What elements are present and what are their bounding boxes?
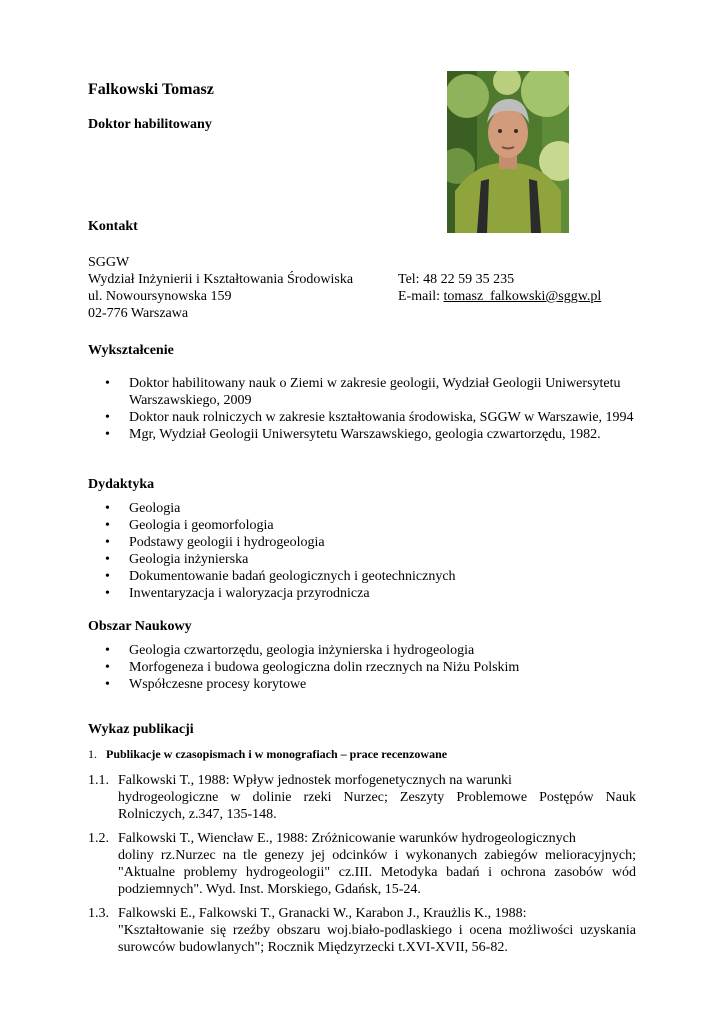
bullet-icon: • [105,376,110,391]
section-title: Publikacje w czasopismach i w monografiach – prace recenzowane [106,747,448,761]
publication-first-line: Falkowski E., Falkowski T., Granacki W., Karabon J., Kraużlis K., 1988: [118,906,527,921]
list-item: • Morfogeneza i budowa geologiczna dolin rzecznych na Niżu Polskim [105,660,520,675]
list-item: • Geologia czwartorzędu, geologia inżynierska i hydrogeologia [105,643,475,658]
publication-item [88,905,636,956]
contact-phone: Tel: 48 22 59 35 235 [398,272,515,287]
list-item: • Geologia i geomorfologia [105,518,274,533]
bullet-icon: • [105,410,110,425]
list-item: • Podstawy geologii i hydrogeologia [105,535,325,550]
publications-section-title [88,747,447,762]
education-list [105,375,645,443]
section-number: 1. [88,747,97,761]
bullet-icon: • [105,660,110,675]
research-heading: Obszar Naukowy [88,619,192,634]
list-item: • Doktor habilitowany nauk o Ziemi w zakresie geologii, Wydział Geologii Uniwersytetu Warszawskiego, 2009 [105,376,621,408]
list-item: • Współczesne procesy korytowe [105,677,307,692]
email-label: E-mail: [398,289,444,304]
teaching-heading: Dydaktyka [88,477,155,492]
list-item: • Mgr, Wydział Geologii Uniwersytetu Warszawskiego, geologia czwartorzędu, 1982. [105,427,601,442]
publication-number: 1.2. [88,831,109,846]
publications-heading: Wykaz publikacji [88,722,194,737]
bullet-icon: • [105,569,110,584]
research-list [105,642,645,693]
list-item: • Doktor nauk rolniczych w zakresie kształtowania środowiska, SGGW w Warszawie, 1994 [105,410,634,425]
contact-heading: Kontakt [88,219,138,234]
academic-degree: Doktor habilitowany [88,117,212,132]
list-item: • Geologia [105,501,181,516]
publication-number: 1.1. [88,773,109,788]
bullet-icon: • [105,552,110,567]
publication-text: doliny rz.Nurzec na tle genezy jej odcinków i wykonanych zabiegów melioracyjnych; "Aktualne problemy hydrogeologii" cz.III. Metodyka badań i ochrona zasobów wód podziemnych". Wyd. Inst. Morskiego, Gdańsk, 15-24. [118,848,636,897]
contact-email-row [398,288,601,305]
publication-item [88,772,636,823]
bullet-icon: • [105,518,110,533]
person-name: Falkowski Tomasz [88,81,214,98]
contact-line: 02-776 Warszawa [88,306,189,321]
publication-text: hydrogeologiczne w dolinie rzeki Nurzec; Zeszyty Problemowe Postępów Nauk Rolniczych, z.347, 135-148. [118,790,636,822]
bullet-icon: • [105,535,110,550]
bullet-icon: • [105,427,110,442]
bullet-icon: • [105,643,110,658]
contact-line: Wydział Inżynierii i Kształtowania Środowiska [88,272,354,287]
list-item: • Geologia inżynierska [105,552,249,567]
bullet-icon: • [105,677,110,692]
publication-first-line: Falkowski T., Wiencław E., 1988: Zróżnicowanie warunków hydrogeologicznych [118,831,576,846]
education-heading: Wykształcenie [88,343,174,358]
portrait-photo [447,71,569,233]
email-link[interactable]: tomasz_falkowski@sggw.pl [443,289,602,304]
list-item: • Dokumentowanie badań geologicznych i geotechnicznych [105,569,456,584]
bullet-icon: • [105,586,110,601]
publication-text: "Kształtowanie się rzeźby obszaru woj.biało-podlaskiego i ocena możliwości uzyskania surowców budowlanych"; Rocznik Międzyrzecki t.XVI-XVII, 56-82. [118,923,636,955]
publication-first-line: Falkowski T., 1988: Wpływ jednostek morfogenetycznych na warunki [118,773,512,788]
teaching-list [105,500,645,602]
contact-line: SGGW [88,255,130,270]
contact-address [88,254,353,322]
contact-line: ul. Nowoursynowska 159 [88,289,232,304]
bullet-icon: • [105,501,110,516]
publication-number: 1.3. [88,906,109,921]
publication-item [88,830,636,898]
list-item: • Inwentaryzacja i waloryzacja przyrodnicza [105,586,370,601]
